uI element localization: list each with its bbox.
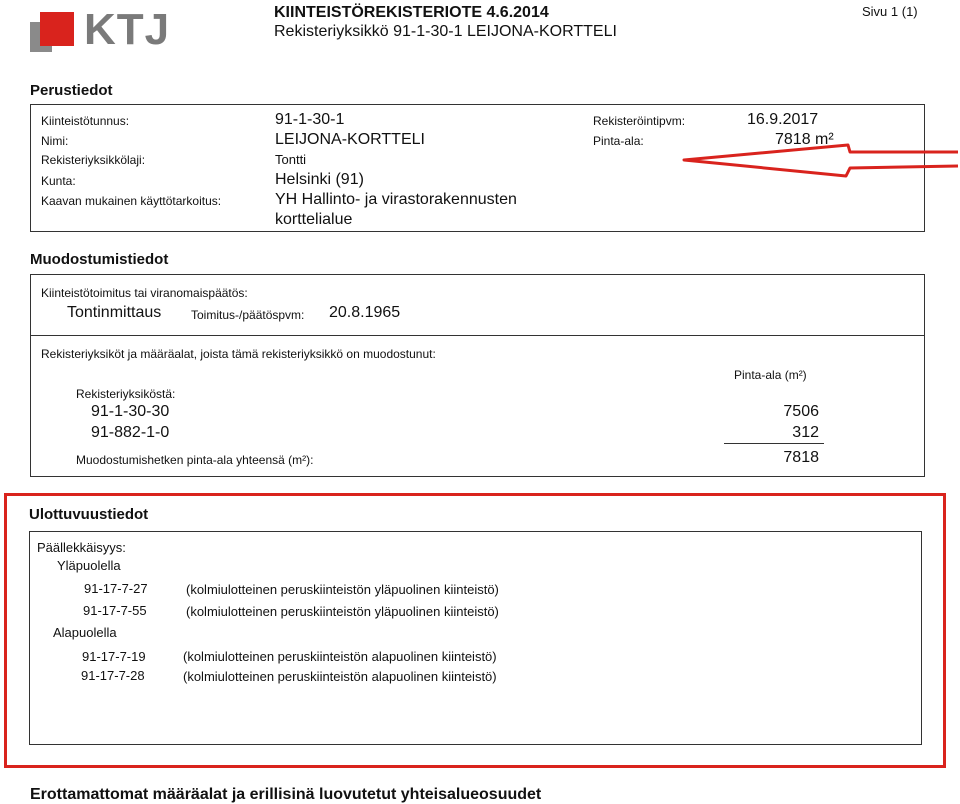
ktj-logo [30, 5, 171, 54]
value-pinta-ala: 7818 m² [775, 131, 834, 148]
below-desc-1: (kolmiulotteinen peruskiinteistön alapuolinen kiinteistö) [183, 649, 497, 664]
value-toimitus: Tontinmittaus [67, 304, 162, 321]
value-nimi: LEIJONA-KORTTELI [275, 131, 425, 148]
above-desc-1: (kolmiulotteinen peruskiinteistön yläpuolinen kiinteistö) [186, 582, 499, 597]
label-kunta: Kunta: [41, 174, 76, 188]
value-total: 7818 [783, 449, 819, 466]
label-from: Rekisteriyksiköstä: [76, 387, 176, 401]
origin-box [30, 335, 925, 477]
above-id-1: 91-17-7-27 [84, 581, 148, 596]
origin-row-area-2: 312 [792, 424, 819, 441]
sum-line [724, 443, 824, 444]
section-title-next: Erottamattomat määräalat ja erillisinä luovutetut yhteisalueosuudet [30, 786, 542, 803]
above-desc-2: (kolmiulotteinen peruskiinteistön yläpuolinen kiinteistö) [186, 604, 499, 619]
logo-red-square [40, 12, 74, 46]
label-pinta-ala: Pinta-ala: [593, 134, 644, 148]
below-id-1: 91-17-7-19 [82, 649, 146, 664]
below-id-2: 91-17-7-28 [81, 668, 145, 683]
value-rekisteriyksikkolaji: Tontti [275, 152, 307, 167]
value-kunta: Helsinki (91) [275, 171, 364, 188]
label-overlap: Päällekkäisyys: [37, 540, 126, 555]
label-nimi: Nimi: [41, 134, 69, 148]
section-title-perustiedot: Perustiedot [30, 82, 113, 99]
toimitus-box [30, 274, 925, 336]
label-below: Alapuolella [53, 625, 117, 640]
document-subtitle: Rekisteriyksikkö 91-1-30-1 LEIJONA-KORTTELI [274, 23, 617, 40]
value-kiinteistotunnus: 91-1-30-1 [275, 111, 345, 128]
red-arrow-annotation [680, 142, 960, 182]
label-toimitus: Kiinteistötoimitus tai viranomaispäätös: [41, 286, 248, 300]
origin-row-id-1: 91-1-30-30 [91, 403, 170, 420]
value-paatospvm: 20.8.1965 [329, 304, 401, 321]
value-kayttotarkoitus-cont: korttelialue [275, 211, 353, 228]
origin-row-area-1: 7506 [783, 403, 819, 420]
section-title-ulottuvuustiedot: Ulottuvuustiedot [29, 506, 149, 523]
label-rekisteriyksikkolaji: Rekisteriyksikkölaji: [41, 153, 146, 167]
label-kiinteistotunnus: Kiinteistötunnus: [41, 114, 130, 128]
origin-row-id-2: 91-882-1-0 [91, 424, 170, 441]
logo-text: KTJ [84, 5, 171, 54]
label-above: Yläpuolella [57, 558, 121, 573]
value-kayttotarkoitus: YH Hallinto- ja virastorakennusten [275, 191, 517, 208]
section-title-muodostumistiedot: Muodostumistiedot [30, 251, 169, 268]
below-desc-2: (kolmiulotteinen peruskiinteistön alapuolinen kiinteistö) [183, 669, 497, 684]
value-rekisterointipvm: 16.9.2017 [747, 111, 819, 128]
label-origin: Rekisteriyksiköt ja määräalat, joista tämä rekisteriyksikkö on muodostunut: [41, 347, 436, 361]
label-rekisterointipvm: Rekisteröintipvm: [593, 114, 686, 128]
label-paatospvm: Toimitus-/päätöspvm: [191, 308, 305, 322]
label-kayttotarkoitus: Kaavan mukainen käyttötarkoitus: [41, 194, 222, 208]
label-total: Muodostumishetken pinta-ala yhteensä (m²): [76, 453, 314, 467]
above-id-2: 91-17-7-55 [83, 603, 147, 618]
red-highlight-frame [4, 493, 946, 768]
page-number: Sivu 1 (1) [862, 4, 918, 19]
document-title: KIINTEISTÖREKISTERIOTE 4.6.2014 [274, 4, 549, 21]
label-area-header: Pinta-ala (m²) [734, 368, 807, 382]
